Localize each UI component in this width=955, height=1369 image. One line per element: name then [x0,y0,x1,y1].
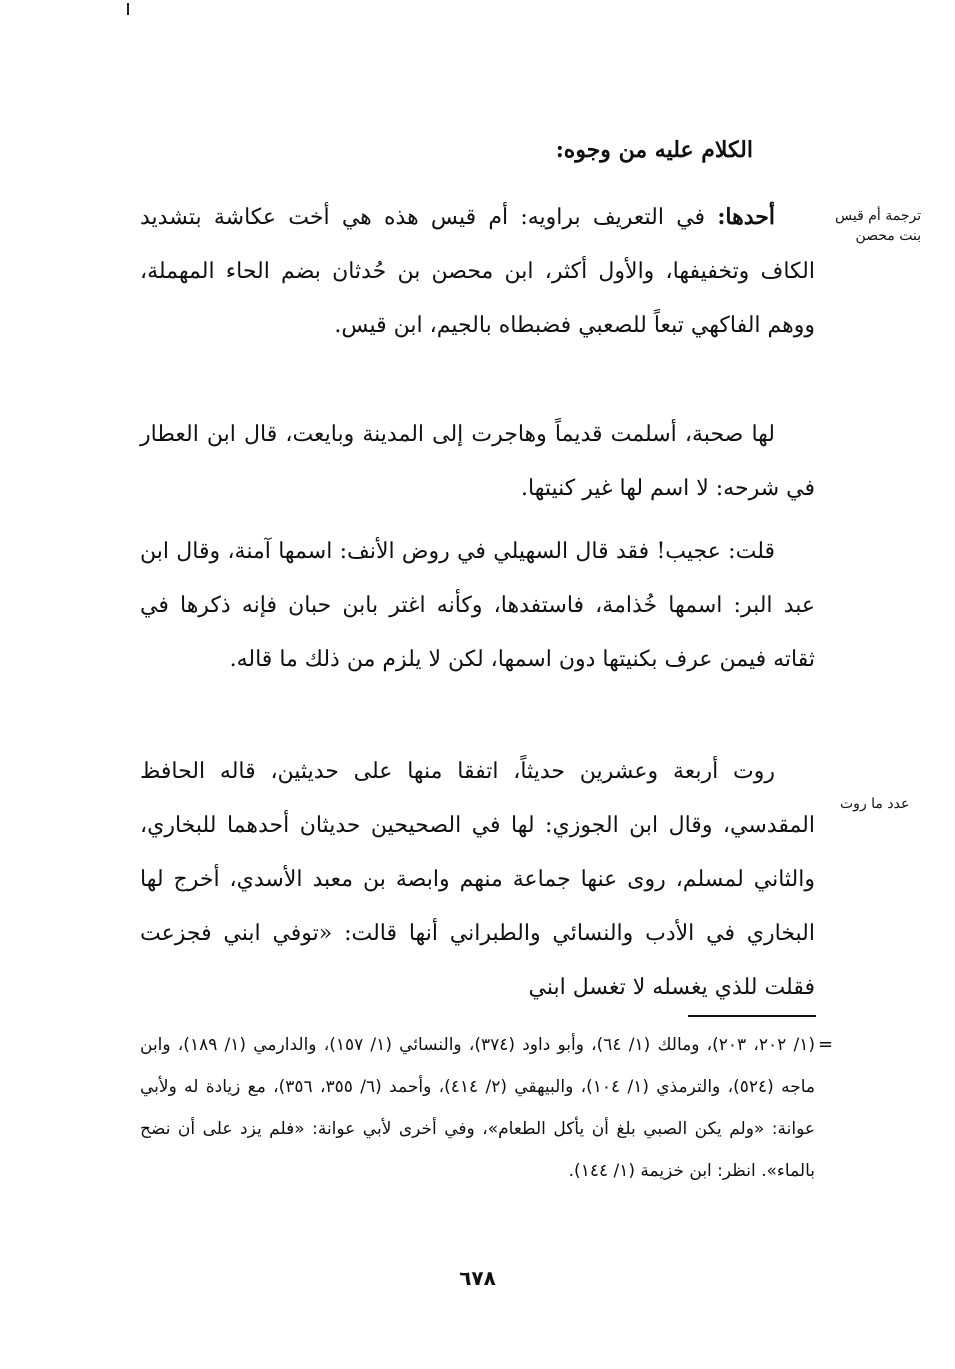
paragraph-1 [140,190,815,353]
sidenote-narrations: عدد ما روت [840,796,910,812]
footnote-divider [688,1015,816,1017]
paragraph-3: قلت: عجيب! فقد قال السهيلي في روض الأنف: اسمها آمنة، وقال ابن عبد البر: اسمها خُذامة، فاستفدها، وكأنه اغتر بابن حبان فإنه ذكرها في ثقاته فيمن عرف بكنيتها دون اسمها، لكن لا يلزم من ذلك ما قاله. [140,539,815,672]
paragraph-1-lead: أحدها: [717,204,775,230]
sidenote-biography-line2: بنت محصن [855,228,922,244]
sidenote-biography-line1: ترجمة أم قيس [835,208,922,224]
paragraph-2: لها صحبة، أسلمت قديماً وهاجرت إلى المدينة وبايعت، قال ابن العطار في شرحه: لا اسم لها غير كنيتها. [140,422,815,501]
footnote: (١/ ٢٠٢، ٢٠٣)، ومالك (١/ ٦٤)، وأبو داود (٣٧٤)، والنسائي (١/ ١٥٧)، والدارمي (١/ ١٨٩)، وابن ماجه (٥٢٤)، والترمذي (١/ ١٠٤)، والبيهقي (٢/ ٤١٤)، وأحمد (٦/ ٣٥٥، ٣٥٦)، مع زيادة له ولأبي عوانة: «ولم يكن الصبي بلغ أن يأكل الطعام»، وفي أخرى لأبي عوانة: «فلم يزد على أن نضح بالماء». انظر: ابن خزيمة (١/ ١٤٤). [140,1035,816,1181]
sidenote-biography [835,206,921,246]
paragraph-1-text: في التعريف براويه: أم قيس هذه هي أخت عكاشة بتشديد الكاف وتخفيفها، والأول أكثر، ابن محصن بن حُدثان بضم الحاء المهملة، ووهم الفاكهي تبعاً للصعبي فضبطاه بالجيم، ابن قيس. [140,205,815,338]
page-number: ٦٧٨ [459,1266,496,1290]
section-heading: الكلام عليه من وجوه: [555,137,753,163]
paragraph-4: روت أربعة وعشرين حديثاً، اتفقا منها على حديثين، قاله الحافظ المقدسي، وقال ابن الجوزي: لها في الصحيحين حديثان أحدهما للبخاري، والثاني لمسلم، روى عنها جماعة منهم وابصة بن معبد الأسدي، أخرج لها البخاري في الأدب والنسائي والطبراني أنها قالت: «توفي ابني فجزعت فقلت للذي يغسله لا تغسل ابني [140,759,815,1000]
footnote-continuation-marker: = [818,1034,834,1055]
scan-mark [127,3,129,15]
